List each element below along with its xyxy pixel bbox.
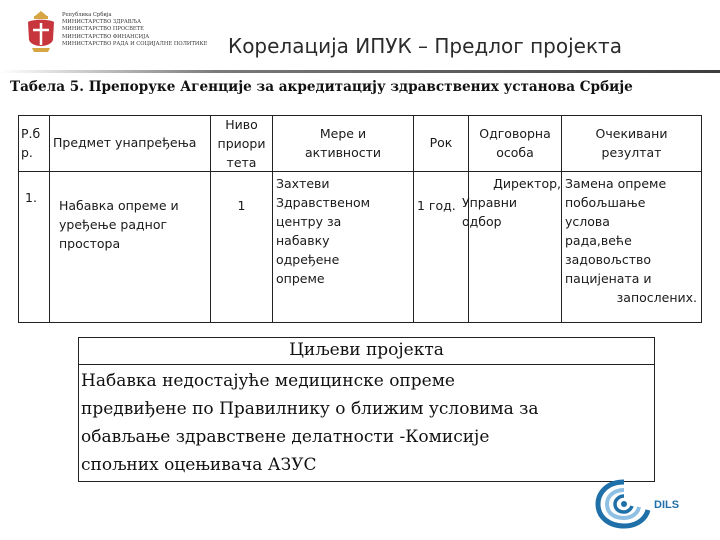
ministry-line: Република Србија: [62, 12, 112, 18]
row-deadline: 1 год.: [417, 198, 456, 213]
goals-title: Циљеви пројекта: [289, 340, 444, 360]
table-caption: Табела 5. Препоруке Агенције за акредитацију здравствених установа Србије: [10, 79, 633, 95]
project-goals-box: [78, 337, 655, 482]
column-divider: [49, 116, 50, 322]
row-priority-level: 1: [237, 198, 246, 213]
header-deadline: Рок: [429, 135, 453, 150]
header: [0, 0, 720, 72]
logo-label: DILS: [654, 499, 680, 511]
ministry-line: МИНИСТАРСТВО ФИНАНСИЈА: [62, 33, 150, 40]
dils-logo-icon: [594, 474, 694, 530]
header-priority-level: [210, 115, 273, 172]
header-text: Одговорна: [479, 126, 551, 141]
row-expected-result: [565, 174, 703, 307]
header-text: тета: [226, 155, 257, 170]
cell-line: центру за: [276, 214, 342, 229]
goals-line: Набавка недостајуће медицинске опреме: [81, 371, 455, 391]
cell-line: опреме: [276, 271, 325, 286]
cell-line: побољшање: [565, 195, 646, 210]
header-text: особа: [496, 145, 534, 160]
cell-line: услова: [565, 214, 610, 229]
goals-line: спољних оцењивача АЗУС: [81, 455, 317, 475]
row-responsible: [461, 174, 561, 231]
cell-line: Захтеви: [276, 176, 330, 191]
header-measures: [273, 124, 413, 162]
ministry-line: МИНИСТАРСТВО ПРОСВЕТЕ: [62, 26, 144, 33]
slide-title: Корелација ИПУК – Предлог пројекта: [228, 34, 622, 58]
header-text: резултат: [601, 145, 662, 160]
header-text: Р.б: [21, 126, 41, 141]
header-expected-result: [562, 124, 701, 162]
cell-line: рада,веће: [565, 233, 632, 248]
cell-line: Директор,: [493, 176, 561, 191]
ministry-line: МИНИСТАРСТВО РАДА И СОЦИЈАЛНЕ ПОЛИТИКЕ: [62, 40, 208, 47]
header-divider: [0, 70, 720, 73]
cell-line: набавку: [276, 233, 330, 248]
cell-line: задовољство: [565, 252, 652, 267]
header-text: активности: [304, 145, 382, 160]
goals-text: [81, 367, 651, 479]
cell-line: Управни: [462, 195, 518, 210]
cell-line: простора: [59, 236, 121, 251]
header-row-divider: [19, 171, 701, 172]
header-subject: Предмет унапређења: [53, 135, 197, 150]
cell-line: уређење радног: [59, 217, 168, 232]
header-text: Ниво: [225, 117, 258, 132]
goals-line: обављање здравствене делатности -Комисије: [81, 427, 490, 447]
header-text: Мере и: [319, 126, 367, 141]
cell-line: запослених.: [616, 290, 697, 305]
header-text: р.: [21, 145, 33, 160]
header-number: [21, 124, 40, 162]
serbia-coat-of-arms-icon: [26, 10, 56, 54]
cell-line: Замена опреме: [565, 176, 667, 191]
header-text: Очекивани: [595, 126, 668, 141]
cell-line: Здравственом: [276, 195, 371, 210]
header-responsible: [469, 124, 561, 162]
cell-line: одбор: [462, 214, 502, 229]
row-measures: [276, 174, 370, 288]
header-text: приори: [217, 136, 266, 151]
ministry-names: [62, 12, 207, 48]
goals-line: предвиђене по Правилнику о ближим условима за: [81, 399, 539, 419]
row-number: 1.: [25, 190, 37, 205]
cell-line: Набавка опреме и: [59, 198, 179, 213]
cell-line: одређене: [276, 252, 340, 267]
cell-line: пацијената и: [565, 271, 652, 286]
ministry-line: МИНИСТАРСТВО ЗДРАВЉА: [62, 19, 142, 26]
goals-divider: [79, 364, 654, 365]
recommendations-table: [18, 115, 702, 323]
row-subject: [59, 196, 179, 253]
